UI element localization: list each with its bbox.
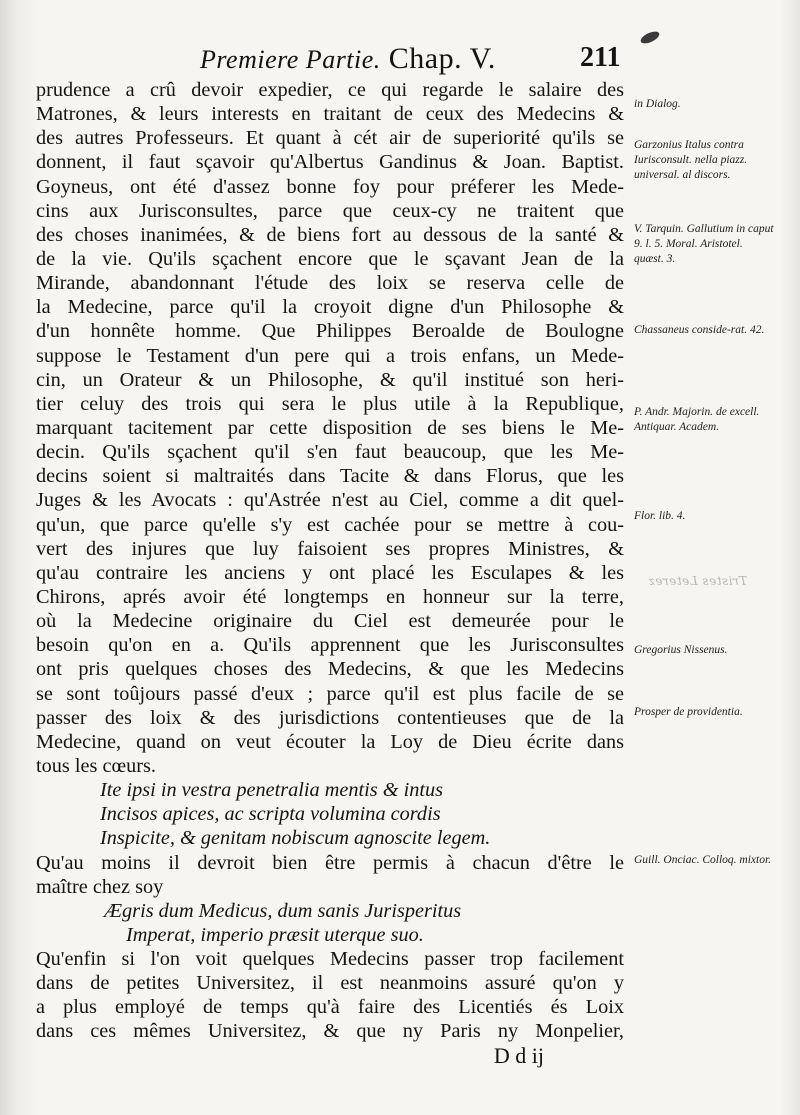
body-line: maître chez soy [36,875,164,898]
body-line: Goyneus, ont été d'assez bonne foy pour préferer les Mede- [36,175,624,198]
running-head-part: Premiere Partie. [200,45,381,74]
page-number: 211 [580,42,621,73]
body-line: besoin qu'on en a. Qu'ils apprennent que les Jurisconsultes [36,634,624,657]
body-line: tier celuy des trois qui sera le plus utile à la Republique, [36,392,624,415]
body-line: Qu'enfin si l'on voit quelques Medecins passer trop facilement [36,948,624,971]
body-line: Chirons, aprés avoir été longtemps en honneur sur la terre, [36,585,624,608]
body-line: tous les cœurs. [36,754,156,777]
margin-note: Chassaneus conside-rat. 42. [634,324,765,336]
body-line: donnent, il faut sçavoir qu'Albertus Gandinus & Joan. Baptist. [36,151,624,174]
body-line: des choses inanimées, & de biens fort au dessous de la santé & [36,223,624,246]
body-line: Matrones, & leurs interests en traitant de ceux des Medecins & [36,103,624,126]
body-line: de la vie. Qu'ils sçachent encore que le sçavant Jean de la [36,247,624,270]
body-line: passer des loix & des jurisdictions contentieuses que de la [36,706,624,729]
body-line: se sont toûjours passé d'eux ; parce qu'il est plus facile de se [36,682,624,705]
body-line: qu'au contraire les anciens y ont placé les Esculapes & les [36,561,624,584]
body-line: qu'un, que parce qu'elle s'y est cachée pour se mettre à cou- [36,513,624,536]
body-line: decins soient si maltraités dans Tacite & dans Florus, que les [36,465,624,488]
body-line: decin. Qu'ils sçachent qu'il s'en faut beaucoup, que les Me- [36,441,624,464]
margin-note: Gregorius Nissenus. [634,644,728,656]
body-line: des autres Professeurs. Et quant à cét air de superiorité qu'ils se [36,127,624,150]
body-line: dans de petites Universitez, il est neanmoins assuré qu'on y [36,972,624,995]
bleed-through-text: Tristes Leterez [648,574,748,588]
body-line: cin, un Orateur & un Philosophe, & qu'il institué son heri- [36,368,624,391]
verse-line: Ægris dum Medicus, dum sanis Jurisperitus [104,899,462,922]
running-head [200,42,496,76]
margin-note: Guill. Onciac. Colloq. mixtor. [634,854,772,866]
body-line: vert des injures que luy faisoient ses propres Ministres, & [36,537,624,560]
verse-line: Imperat, imperio præsit uterque suo. [126,923,424,946]
body-line: Mirande, abandonnant l'étude des loix se reserva celle de [36,272,624,295]
verse-line: Incisos apices, ac scripta volumina cordis [100,803,441,826]
verse-line: Inspicite, & genitam nobiscum agnoscite legem. [100,827,491,850]
body-line: Juges & les Avocats : qu'Astrée n'est au Ciel, comme a dit quel- [36,489,624,512]
body-line: Qu'au moins il devroit bien être permis à chacun d'être le [36,851,624,874]
page-header [0,38,800,78]
body-text [36,78,624,1068]
body-line: a plus employé de temps qu'à faire des Licentiés és Loix [36,996,624,1019]
catchword: D d ij [493,1042,544,1068]
body-line: où la Medecine originaire du Ciel est demeurée pour le [36,610,624,633]
body-line: Medecine, quand on veut écouter la Loy de Dieu écrite dans [36,730,624,753]
body-line: cins aux Jurisconsultes, parce que ceux-cy ne traitent que [36,199,624,222]
margin-note: P. Andr. Majorin. de excell. Antiquar. Academ. [634,406,760,433]
body-line: d'un honnête homme. Que Philippes Beroalde de Boulogne [36,320,624,343]
body-line: la Medecine, parce qu'il la croyoit digne d'un Philosophe & [36,296,624,319]
margin-note: V. Tarquin. Gallutium in caput 9. l. 5. Moral. Aristotel. quæst. 3. [634,223,774,265]
body-line: suppose le Testament d'un pere qui a trois enfans, un Mede- [36,344,624,367]
margin-note: Prosper de providentia. [634,706,743,718]
body-line: marquant tacitement par cette disposition de ses biens le Me- [36,416,624,439]
running-head-chapter: Chap. V. [388,42,496,75]
body-line: ont pris quelques choses des Medecins, & que les Medecins [36,658,624,681]
verse-line: Ite ipsi in vestra penetralia mentis & intus [100,779,444,802]
margin-note: in Dialog. [634,98,681,110]
body-line: dans ces mêmes Universitez, & que ny Paris ny Monpelier, [36,1020,624,1043]
margin-note: Garzonius Italus contra Iurisconsult. nella piazz. universal. al discors. [634,139,748,181]
body-line: prudence a crû devoir expedier, ce qui regarde le salaire des [36,79,624,101]
margin-note: Flor. lib. 4. [634,510,686,522]
